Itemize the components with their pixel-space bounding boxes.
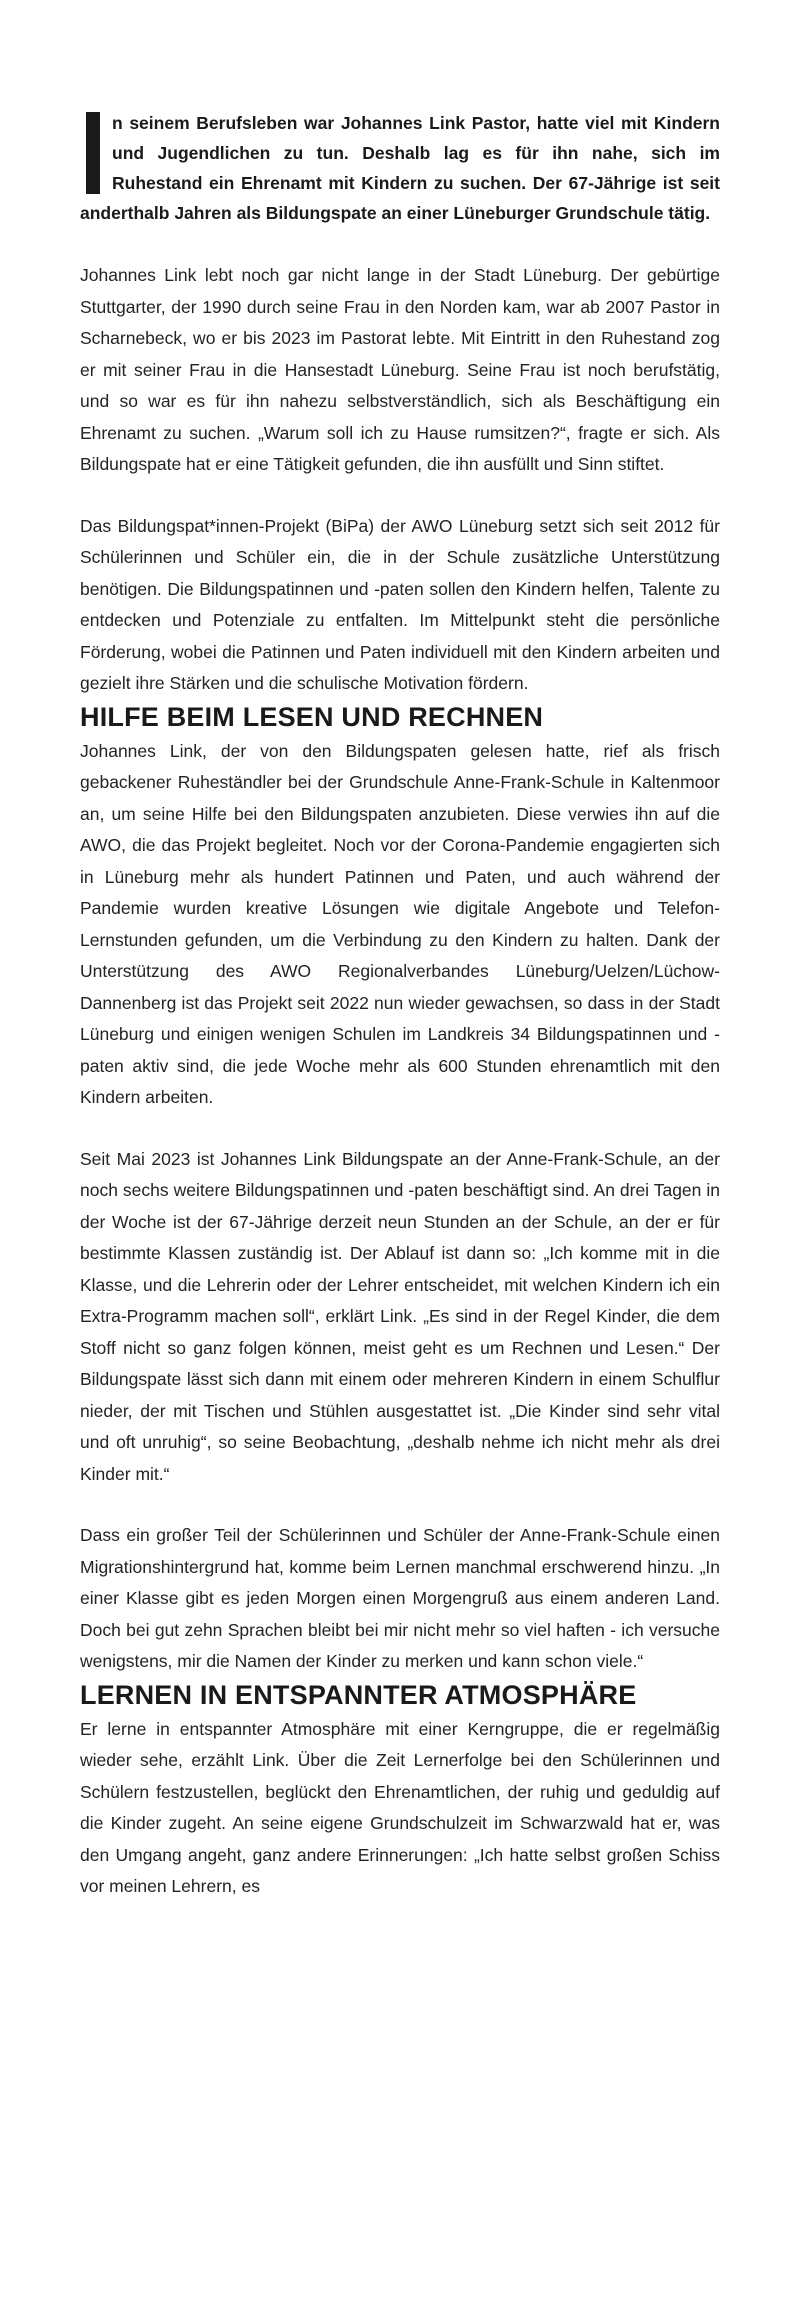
body-paragraph-2: Das Bildungspat*innen-Projekt (BiPa) der AWO Lüneburg setzt sich seit 2012 für Schülerinnen und Schüler ein, die in der Schule zusätzliche Unterstützung benötigen. Die Bildungspatinnen und -paten sollen den Kindern helfen, Talente zu entdecken und Potenziale zu entfalten. Im Mittelpunkt steht die persönliche Förderung, wobei die Patinnen und Paten individuell mit den Kindern arbeiten und gezielt ihre Stärken und die schulische Motivation fördern.	[80, 515, 720, 693]
section1-paragraph-1: Johannes Link, der von den Bildungspaten gelesen hatte, rief als frisch gebackener Ruheständler bei der Grundschule Anne-Frank-Schule in Kaltenmoor an, um seine Hilfe bei den Bildungspaten anzubieten. Diese verwies ihn auf die AWO, die das Projekt begleitet. Noch vor der Corona-Pandemie engagierten sich in Lüneburg mehr als hundert Patinnen und Paten, und auch während der Pandemie wurden kreative Lösungen wie digitale Angebote und Telefon-Lernstunden gefunden, um die Verbindung zu den Kindern zu halten. Dank der Unterstützung des AWO Regionalverbandes Lüneburg/Uelzen/Lüchow-Dannenberg ist das Projekt seit 2022 nun wieder gewachsen, so dass in der Stadt Lüneburg und einigen wenigen Schulen im Landkreis 34 Bildungspatinnen und -paten aktiv sind, die jede Woche mehr als 600 Stunden ehrenamtlich mit den Kindern arbeiten.	[80, 740, 720, 1107]
section-heading-lernen: LERNEN IN ENTSPANNTER ATMOSPHÄRE	[80, 1679, 637, 1710]
body-paragraph-1: Johannes Link lebt noch gar nicht lange in der Stadt Lüneburg. Der gebürtige Stuttgarter, der 1990 durch seine Frau in den Norden kam, war ab 2007 Pastor in Scharnebeck, wo er bis 2023 im Pastorat lebte. Mit Eintritt in den Ruhestand zog er mit seiner Frau in die Hansestadt Lüneburg. Seine Frau ist noch berufstätig, und so war es für ihn nahezu selbstverständlich, sich als Beschäftigung ein Ehrenamt zu suchen. „Warum soll ich zu Hause rumsitzen?“, fragte er sich. Als Bildungspate hat er eine Tätigkeit gefunden, die ihn ausfüllt und Sinn stiftet.	[80, 265, 720, 474]
section1-paragraph-2: Seit Mai 2023 ist Johannes Link Bildungspate an der Anne-Frank-Schule, an der noch sechs weitere Bildungspatinnen und -paten beschäftigt sind. An drei Tagen in der Woche ist der 67-Jährige derzeit neun Stunden an der Schule, an der er für bestimmte Klassen zuständig ist. Der Ablauf ist dann so: „Ich komme mit in die Klasse, und die Lehrerin oder der Lehrer entscheidet, mit welchen Kindern ich ein Extra-Programm machen soll“, erklärt Link. „Es sind in der Regel Kinder, die dem Stoff nicht so ganz folgen können, meist geht es um Rechnen und Lesen.“ Der Bildungspate lässt sich dann mit einem oder mehreren Kindern in einem Schulflur nieder, der mit Tischen und Stühlen ausgestattet ist. „Die Kinder sind sehr vital und oft unruhig“, so seine Beobachtung, „deshalb nehme ich nicht mehr als drei Kinder mit.“	[80, 1148, 720, 1484]
section1-paragraph-3: Dass ein großer Teil der Schülerinnen und Schüler der Anne-Frank-Schule einen Migrationshintergrund hat, komme beim Lernen manchmal erschwerend hinzu. „In einer Klasse gibt es jeden Morgen einen Morgengruß aus einem anderen Land. Doch bei gut zehn Sprachen bleibt bei mir nicht mehr so viel haften - ich versuche wenigstens, mir die Namen der Kinder zu merken und kann schon viele.“	[80, 1525, 720, 1671]
article-page	[0, 108, 800, 2321]
drop-cap	[86, 112, 100, 194]
section-heading-hilfe: HILFE BEIM LESEN UND RECHNEN	[80, 701, 544, 732]
section2-paragraph-1: Er lerne in entspannter Atmosphäre mit einer Kerngruppe, die er regelmäßig wieder sehe, erzählt Link. Über die Zeit Lernerfolge bei den Schülerinnen und Schülern festzustellen, beglückt den Ehrenamtlichen, der ruhig und geduldig auf die Kinder zugeht. An seine eigene Grundschulzeit im Schwarzwald hat er, was den Umgang angeht, ganz andere Erinnerungen: „Ich hatte selbst großen Schiss vor meinen Lehrern, es	[80, 1718, 720, 1896]
intro-paragraph	[80, 108, 720, 228]
intro-text: n seinem Berufsleben war Johannes Link Pastor, hatte viel mit Kindern und Jugendlichen zu tun. Deshalb lag es für ihn nahe, sich im Ruhestand ein Ehrenamt mit Kindern zu suchen. Der 67-Jährige ist seit anderthalb Jahren als Bildungspate an einer Lüneburger Grundschule tätig.	[80, 113, 720, 223]
